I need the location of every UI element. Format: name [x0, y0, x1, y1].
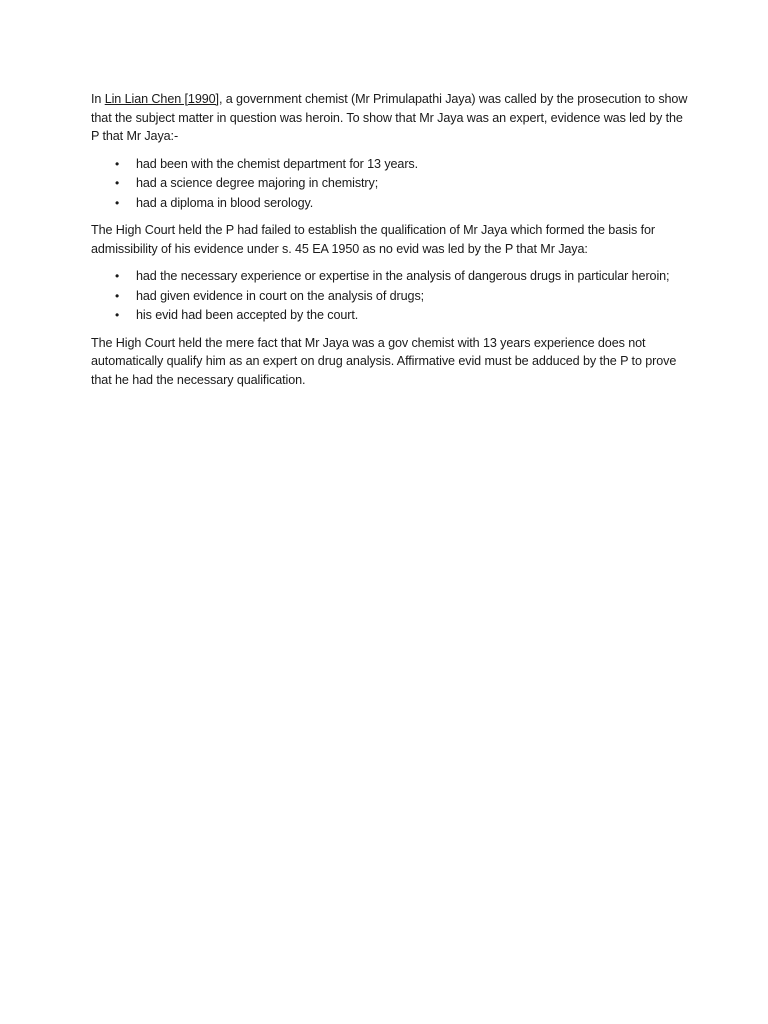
document-page — [91, 90, 691, 398]
intro-paragraph — [91, 90, 691, 146]
list-item: • had given evidence in court on the analysis of drugs; — [136, 287, 691, 306]
intro-prefix: In — [91, 92, 105, 106]
case-name: Lin Lian Chen [1990] — [104, 92, 219, 106]
holding-paragraph: The High Court held the P had failed to establish the qualification of Mr Jaya which formed the basis for admissibility of his evidence under s. 45 EA 1950 as no evid was led by the P that Mr Jaya: — [91, 223, 655, 256]
list-item: • had a science degree majoring in chemistry; — [136, 174, 691, 193]
conclusion-paragraph: The High Court held the mere fact that Mr Jaya was a gov chemist with 13 years experience does not automatically qualify him as an expert on drug analysis. Affirmative evid must be adduced by the P to prove that he had the necessary qualification. — [91, 335, 677, 387]
list-item: • had been with the chemist department for 13 years. — [136, 155, 691, 174]
evidence-list — [91, 155, 691, 213]
list-item: • had a diploma in blood serology. — [136, 194, 691, 213]
intro-text: , a government chemist (Mr Primulapathi Jaya) was called by the prosecution to show that the subject matter in question was heroin. To show that Mr Jaya was an expert, evidence was led by the P that Mr Jaya:- — [91, 92, 688, 143]
missing-evidence-list — [91, 267, 691, 325]
list-item: • had the necessary experience or expertise in the analysis of dangerous drugs in particular heroin; — [136, 267, 691, 286]
list-item: • his evid had been accepted by the court. — [136, 306, 691, 325]
